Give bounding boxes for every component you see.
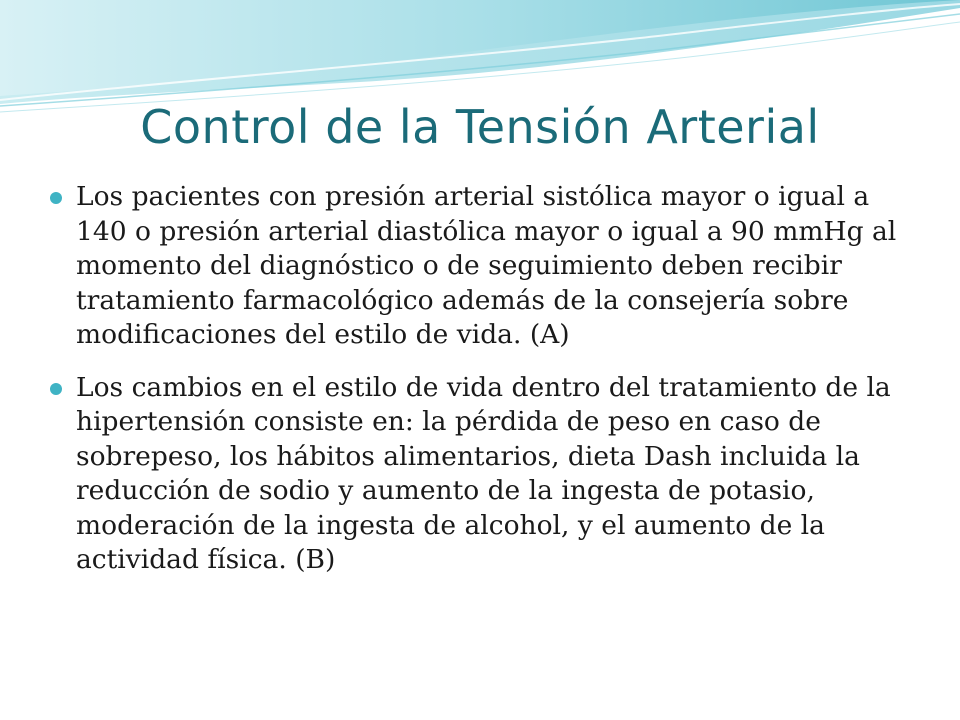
bullet-item <box>48 180 928 353</box>
bullet-dot-icon <box>50 383 62 395</box>
bullet-dot-icon <box>50 192 62 204</box>
slide-title: Control de la Tensión Arterial <box>140 100 820 154</box>
bullet-list <box>48 180 928 596</box>
bullet-text: Los pacientes con presión arterial sistólica mayor o igual a 140 o presión arterial diastólica mayor o igual a 90 mmHg al momento del diagnóstico o de seguimiento deben recibir tratamiento farmacológico además de la consejería sobre modificaciones del estilo de vida. (A) <box>76 181 897 350</box>
bullet-item <box>48 371 928 578</box>
bullet-text: Los cambios en el estilo de vida dentro del tratamiento de la hipertensión consiste en: la pérdida de peso en caso de sobrepeso, los hábitos alimentarios, dieta Dash incluida la reducción de sodio y aumento de la ingesta de potasio, moderación de la ingesta de alcohol, y el aumento de la actividad física. (B) <box>76 371 891 575</box>
